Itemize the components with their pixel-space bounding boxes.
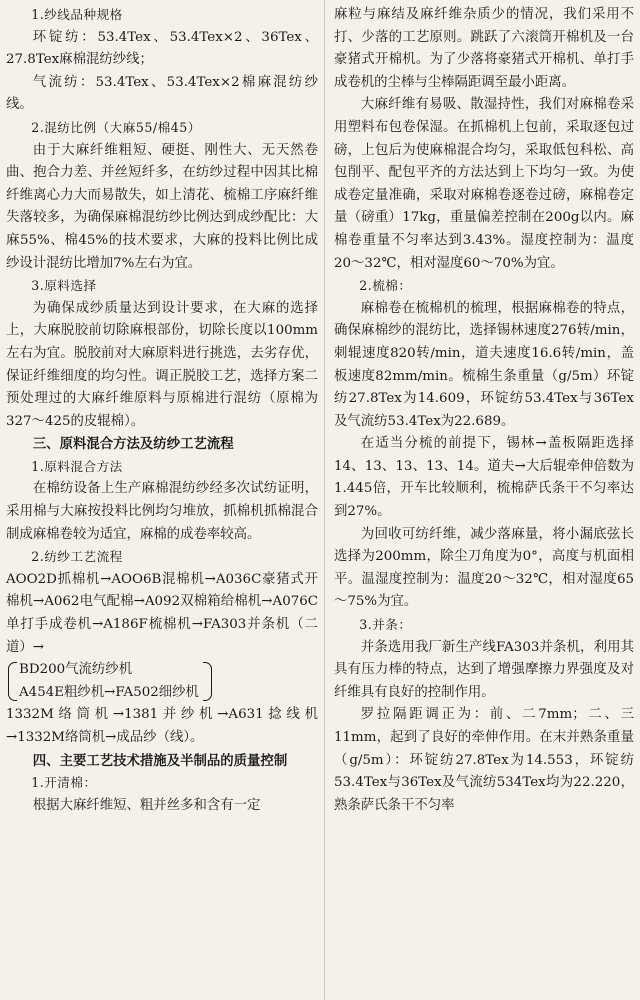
column-divider [324,0,325,1000]
paragraph: 环锭纺：53.4Tex、53.4Tex×2、36Tex、27.8Tex麻棉混纺纱线； [6,29,318,68]
paragraph: 根据大麻纤维短、粗并丝多和含有一定 [32,797,261,813]
paragraph: 罗拉隔距调正为：前、二7mm；二、三11mm，起到了良好的牵伸作用。在末并熟条重量（g/5m）：环锭纺27.8Tex为14.553，环锭纺53.4Tex与36Tex及气流纺534Tex均为22.220，熟条萨氏条干不匀率 [334,707,634,813]
paragraph: 麻棉卷在梳棉机的梳理，根据麻棉卷的特点，确保麻棉纱的混纺比，选择锡林速度276转/min，刺辊速度820转/min，道夫速度16.6转/min，盖板速度82mm/min。梳棉生条重量（g/5m）环锭纺27.8Tex为14.609，环锭纺53.4Tex与36Tex及气流纺53.4Tex为22.689。 [334,300,634,429]
subsection-heading: 2.混纺比例（大麻55/棉45） [31,119,201,135]
subsection-heading: 1.开清棉： [31,775,97,791]
right-column [334,4,634,817]
section-heading: 四、主要工艺技术措施及半制品的质量控制 [32,752,288,769]
paragraph: 由于大麻纤维粗短、硬挺、刚性大、无天然卷曲、抱合力差、并丝短纤多，在纺纱过程中因其比棉纤维离心力大而易散失，如上清花、梳棉工序麻纤维失落较多，为确保麻棉混纺纱比例达到成纱配比：大麻55%、棉45%的技术要求，大麻的投料比例比成纱设计混纺比增加7%左右为宜。 [6,142,318,271]
branch-line: BD200气流纺纱机 [19,662,133,678]
paragraph: 气流纺：53.4Tex、53.4Tex×2棉麻混纺纱线。 [6,74,318,113]
subsection-heading: 1.纱线品种规格 [31,7,123,22]
paragraph: 麻粒与麻结及麻纤维杂质少的情况，我们采用不打、少落的工艺原则。跳跃了六滚筒开棉机及一台豪猪式开棉机。为了少落将豪猪式开棉机、单打手成卷机的尘棒与尘棒隔距调至最小距离。 [334,7,634,90]
subsection-heading: 3.原料选择 [31,278,97,294]
left-column [6,4,318,817]
process-branch [6,659,318,704]
paragraph: 在适当分梳的前提下，锡林→盖板隔距选择14、13、13、13、14。道夫→大后辊牵伸倍数为1.445倍，开车比较顺利，梳棉萨氏条干不匀率达到27%。 [334,436,634,520]
branch-line: A454E粗纱机→FA502细纱机 [19,684,199,700]
process-flow: 1332M络筒机→1381并纱机→A631捻线机→1332M络筒机→成品纱（线）。 [6,707,318,745]
process-flow: AOO2D抓棉机→AOO6B混棉机→A036C豪猪式开棉机→A062电气配棉→A092双棉箱给棉机→A076C单打手成卷机→A186F梳棉机→FA303并条机（二道）→ [6,571,318,655]
paragraph: 为确保成纱质量达到设计要求，在大麻的选择上，大麻脱胶前切除麻根部份，切除长度以100mm左右为宜。脱胶前对大麻原料进行挑选，去劣存优，保证纤维细度的均匀性。调正脱胶工艺，选择方案二预处理过的大麻纤维原料与原棉进行混纺（原棉为327～425的皮辊棉）。 [6,300,318,429]
paragraph: 为回收可纺纤维，减少落麻量，将小漏底弦长选择为200mm，除尘刀角度为0°，高度与机面相平。温湿度控制为：温度20～32℃，相对湿度65～75%为宜。 [334,526,634,610]
bracket-right [203,662,212,701]
paragraph: 并条选用我厂新生产线FA303并条机，利用其具有压力棒的特点，达到了增强摩擦力界强度及对纤维具有良好的控制作用。 [334,639,634,700]
bracket-left [8,662,17,701]
subsection-heading: 2.纺纱工艺流程 [31,549,123,565]
subsection-heading: 2.梳棉： [359,278,412,294]
paragraph: 大麻纤维有易吸、散湿持性，我们对麻棉卷采用塑料布包卷保湿。在抓棉机上包前，采取逐包过磅，上包后为使麻棉混合均匀，采取低包科松、高包削平、配包平齐的方法达到上下均匀一致。为使成卷定量准确，采取对麻棉卷逐卷过磅，麻棉卷定量（磅重）17kg，重量偏差控制在200g以内。麻棉卷重量不匀率达到3.43%。湿度控制为：温度20～32℃，相对湿度60～70%为宜。 [334,97,634,271]
subsection-heading: 3.并条： [359,617,412,633]
section-heading: 三、原料混合方法及纺纱工艺流程 [32,436,234,453]
subsection-heading: 1.原料混合方法 [31,458,123,474]
paragraph: 在棉纺设备上生产麻棉混纺纱经多次试纺证明，采用棉与大麻按投料比例均匀堆放，抓棉机抓棉混合制成麻棉卷较为适宜，麻棉的成卷率较高。 [6,481,318,542]
